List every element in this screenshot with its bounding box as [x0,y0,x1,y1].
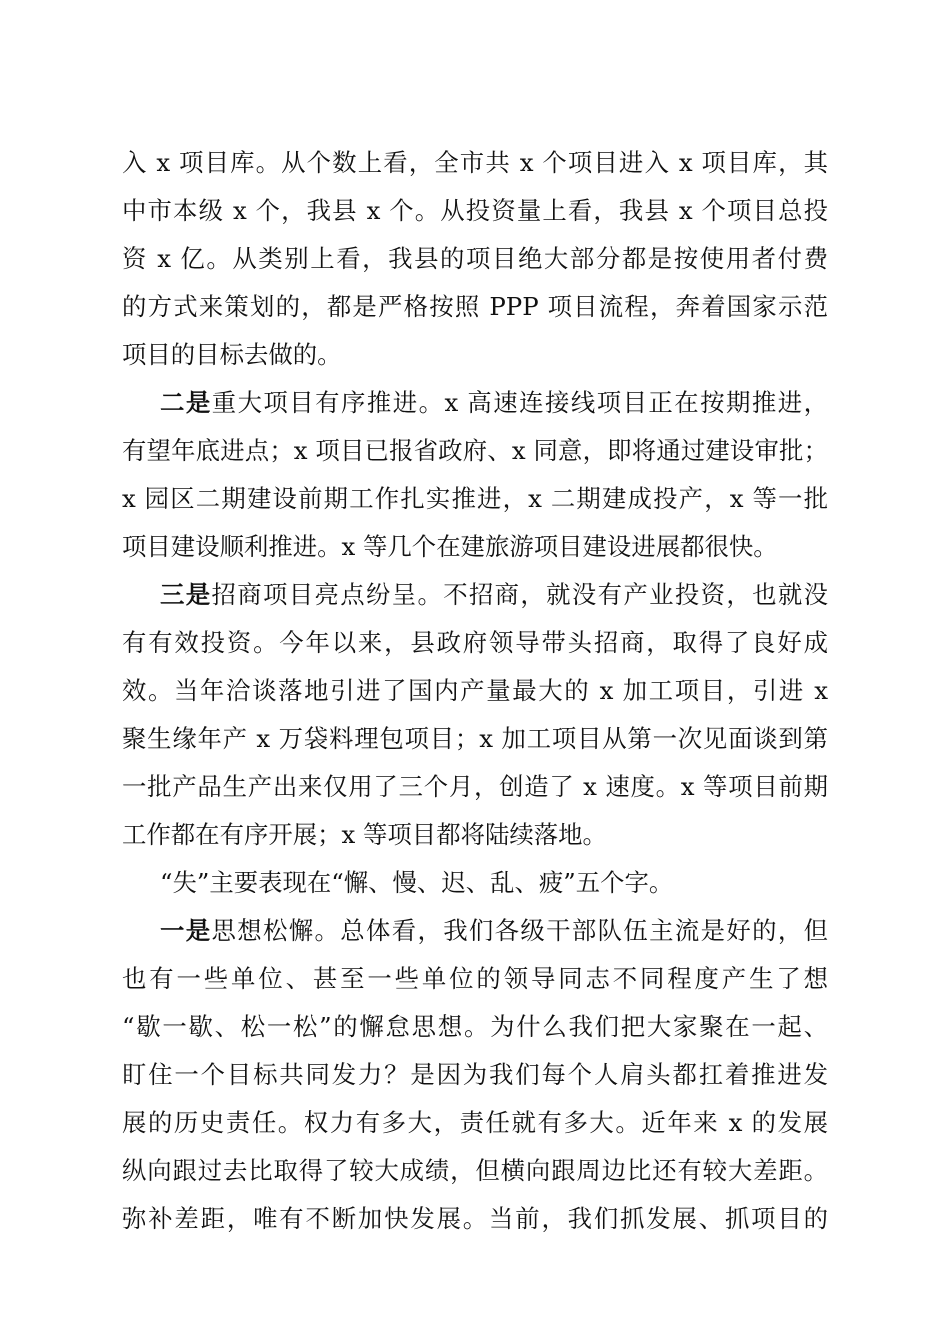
section-text: 思想松懈。总体看，我们各级干部队伍主流是好的，但 [211,916,828,945]
section-heading-line [160,911,828,951]
section-lead: 二是 [160,388,212,417]
summary-line: “失”主要表现在“懈、慢、迟、乱、疲”五个字。 [160,868,674,897]
text-line: 工作都在有序开展；x 等项目都将陆续落地。 [122,820,607,849]
section-lead: 一是 [160,916,212,945]
section-heading-line [160,575,828,615]
section-heading-line [160,383,828,423]
text-line: 有有效投资。今年以来，县政府领导带头招商，取得了良好成 [122,628,828,657]
text-line: 一批产品生产出来仅用了三个月，创造了 x 速度。x 等项目前期 [122,772,828,801]
text-line: 也有一些单位、甚至一些单位的领导同志不同程度产生了想 [122,964,828,993]
section-text: 重大项目有序推进。x 高速连接线项目正在按期推进， [211,388,828,417]
text-line: 纵向跟过去比取得了较大成绩，但横向跟周边比还有较大差距。 [122,1156,828,1185]
text-line: “歇一歇、松一松”的懈怠思想。为什么我们把大家聚在一起、 [122,1012,828,1041]
text-line: 项目建设顺利推进。x 等几个在建旅游项目建设进展都很快。 [122,532,778,561]
text-line: 有望年底进点；x 项目已报省政府、x 同意，即将通过建设审批； [122,436,828,465]
text-line: 项目的目标去做的。 [122,340,342,369]
section-lead: 三是 [160,580,212,609]
text-line: 中市本级 x 个，我县 x 个。从投资量上看，我县 x 个项目总投 [122,196,828,225]
text-line: 效。当年洽谈落地引进了国内产量最大的 x 加工项目，引进 x [122,676,828,705]
text-line: 聚生缘年产 x 万袋料理包项目；x 加工项目从第一次见面谈到第 [122,724,828,753]
section-text: 招商项目亮点纷呈。不招商，就没有产业投资，也就没 [211,580,828,609]
text-line: 展的历史责任。权力有多大，责任就有多大。近年来 x 的发展 [122,1108,828,1137]
text-line: x 园区二期建设前期工作扎实推进，x 二期建成投产，x 等一批 [122,484,828,513]
text-line: 入 x 项目库。从个数上看，全市共 x 个项目进入 x 项目库，其 [122,148,828,177]
text-line: 弥补差距，唯有不断加快发展。当前，我们抓发展、抓项目的 [122,1204,828,1233]
text-line: 的方式来策划的，都是严格按照 PPP 项目流程，奔着国家示范 [122,292,828,321]
text-line: 盯住一个目标共同发力？是因为我们每个人肩头都扛着推进发 [122,1060,828,1089]
text-line: 资 x 亿。从类别上看，我县的项目绝大部分都是按使用者付费 [122,244,828,273]
